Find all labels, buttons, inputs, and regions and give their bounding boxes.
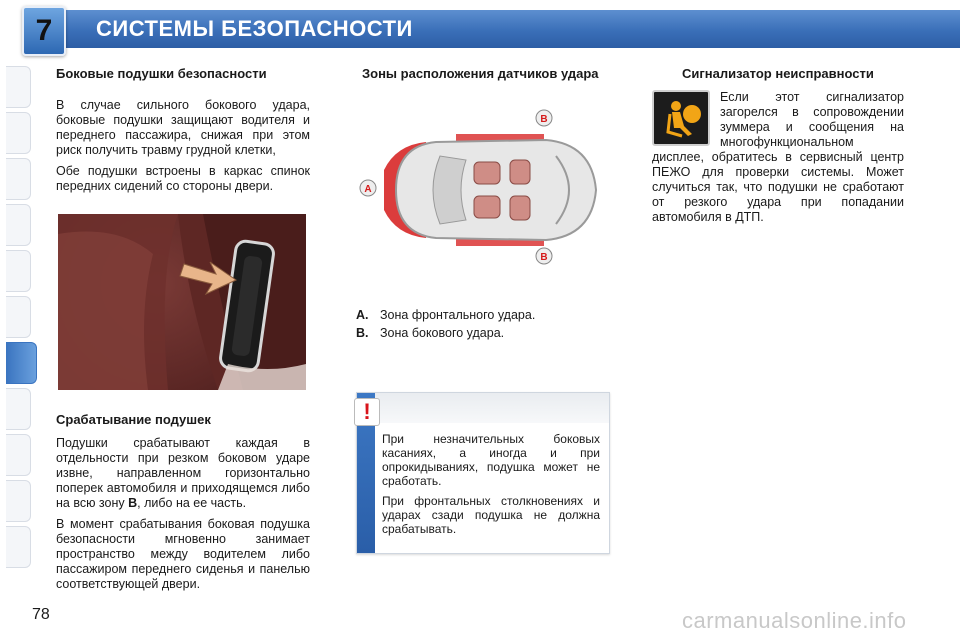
fault-indicator-paragraph: Если этот сигнализатор загорелся в сопровождении зуммера и сообщения на многофункциональном дисплее, обратитесь в сервисный центр ПЕЖО для проверки системы. Может случиться так, что подушки не сработают от резкого удара при попадании автомобиля в ДТП. [652,90,904,224]
airbag-deploy-paragraph-1: Подушки срабатывают каждая в отдельности при резком боковом ударе извне, направленном горизонтально поперек автомобиля и приходящемся либо на всю зону B, либо на ее часть. [56,436,310,510]
side-airbags-paragraph-2: Обе подушки встроены в каркас спинок передних сидений со стороны двери. [56,164,310,193]
zone-b-ref: B [128,496,138,510]
zones-legend [356,306,535,342]
warning-exclamation-icon: ! [354,398,380,426]
legend-item-a: A. Зона фронтального удара. [356,308,536,322]
zone-label-b-bottom: B [540,252,548,263]
impact-zones-diagram [356,100,606,280]
side-airbags-paragraph-1: В случае сильного бокового удара, боковые подушки защищают водителя и переднего пассажира, снижая при этом риск получить травму грудной клетки, [56,98,310,157]
side-tab-11[interactable] [6,526,31,568]
side-tab-2[interactable] [6,112,31,154]
airbag-deploy-paragraph-2: В момент срабатывания боковая подушка безопасности мгновенно занимает пространство между водителем либо пассажиром переднего сиденья и панелью соответствующей двери. [56,517,310,591]
warning-text [382,432,600,542]
airbag-deploy-text [56,436,310,598]
side-tab-8[interactable] [6,388,31,430]
side-airbags-title: Боковые подушки безопасности [56,66,267,81]
seat-airbag-photo [58,214,306,390]
side-tab-7-active[interactable] [6,342,37,384]
warning-paragraph-2: При фронтальных столкновениях и ударах сзади подушка не должна срабатывать. [382,494,600,536]
warning-header-band [375,393,609,423]
side-tab-5[interactable] [6,250,31,292]
page-header [0,0,960,56]
watermark: carmanualsonline.info [682,608,907,633]
side-tab-3[interactable] [6,158,31,200]
side-tab-9[interactable] [6,434,31,476]
side-airbags-text [56,98,310,200]
page-number: 78 [32,606,50,623]
airbag-warning-light-icon [652,90,710,146]
legend-item-b: B. Зона бокового удара. [356,326,505,340]
warning-paragraph-1: При незначительных боковых касаниях, а иногда и при опрокидываниях, подушка может не сработать. [382,432,600,488]
side-tab-6[interactable] [6,296,31,338]
sensor-zones-title: Зоны расположения датчиков удара [362,66,599,81]
side-tab-1[interactable] [6,66,31,108]
airbag-deploy-title: Срабатывание подушек [56,412,211,427]
zone-label-b-top: B [540,114,548,125]
zone-label-a: A [364,184,372,195]
side-tab-4[interactable] [6,204,31,246]
chapter-side-tabs [0,66,36,586]
chapter-title: СИСТЕМЫ БЕЗОПАСНОСТИ [96,16,413,41]
chapter-badge: 7 [22,6,66,56]
fault-indicator-text [652,90,904,225]
fault-indicator-title: Сигнализатор неисправности [682,66,874,81]
side-tab-10[interactable] [6,480,31,522]
